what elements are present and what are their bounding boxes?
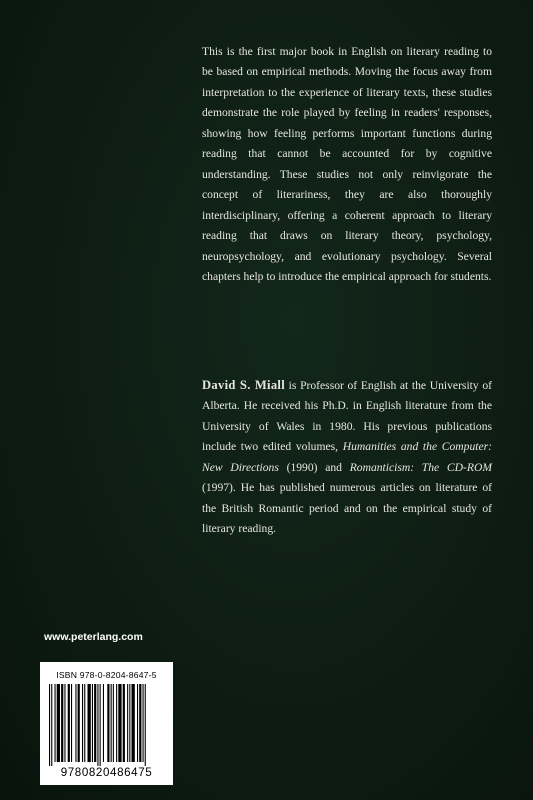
barcode-bar — [68, 684, 70, 762]
barcode-box — [40, 662, 173, 785]
ean-digits: 9780820486475 — [60, 766, 153, 779]
publisher-url[interactable]: www.peterlang.com — [44, 631, 143, 643]
barcode-bar — [127, 684, 128, 762]
bio-book-title-2: Romanticism: The CD-ROM — [349, 460, 492, 474]
barcode-bar — [71, 684, 72, 762]
barcode-bar — [129, 684, 130, 762]
barcode-bar — [103, 684, 104, 762]
barcode-bar — [64, 684, 65, 762]
barcode-bar — [55, 684, 56, 762]
bio-text-3: (1997). He has published numerous articles on literature of the British Romantic period and on the empirical study of literary reading. — [202, 481, 492, 536]
barcode-bar — [88, 684, 91, 762]
barcode-bar — [116, 684, 117, 762]
bio-text-1: is Professor of English at the University of Alberta. He received his Ph.D. in English literature from the University of Wales in 1980. His previous publications include two edited volumes, — [202, 378, 492, 454]
barcode-bar — [107, 684, 109, 762]
barcode-bar — [113, 684, 114, 762]
book-blurb: This is the first major book in English on literary reading to be based on empirical methods. Moving the focus away from interpretation to the experience of literary texts, these studies demonstrate the role played by feeling in readers' responses, showing how feeling performs important functions during reading that cannot be accounted for by cognitive understanding. These studies not only reinvigorate the concept of literariness, they are also thoroughly interdisciplinary, offering a coherent approach to literary reading that draws on literary theory, psychology, neuropsychology, and evolutionary psychology. Several chapters help to introduce the empirical approach for students. — [202, 44, 492, 284]
barcode-bar — [137, 684, 138, 762]
barcode-bar — [51, 684, 52, 766]
bio-text-2: (1990) and — [278, 460, 350, 474]
isbn-label: ISBN 978-0-8204-8647-5 — [56, 670, 157, 680]
author-bio — [202, 375, 492, 540]
barcode-bar — [75, 684, 76, 762]
barcode-bar — [118, 684, 121, 762]
barcode-bar — [82, 684, 83, 762]
barcode-bar — [84, 684, 85, 762]
barcode-bar — [57, 684, 60, 762]
barcode-bar — [97, 684, 98, 766]
barcode-bar — [92, 684, 93, 762]
barcode-bar — [78, 684, 80, 762]
barcode-bar — [139, 684, 141, 762]
bio-book-title-1: Humanities and the Computer: New Directions — [202, 440, 493, 474]
barcode-bar — [123, 684, 125, 762]
barcode-bar — [94, 684, 96, 762]
barcode-bar — [132, 684, 135, 762]
barcode-bar — [49, 684, 50, 766]
barcode-bar — [61, 684, 63, 762]
barcode-bar — [111, 684, 112, 762]
barcode-bars — [49, 684, 164, 766]
barcode-bar — [143, 684, 144, 762]
author-name: David S. Miall — [202, 377, 286, 392]
barcode-bar — [100, 684, 101, 766]
barcode-bar — [145, 684, 146, 766]
